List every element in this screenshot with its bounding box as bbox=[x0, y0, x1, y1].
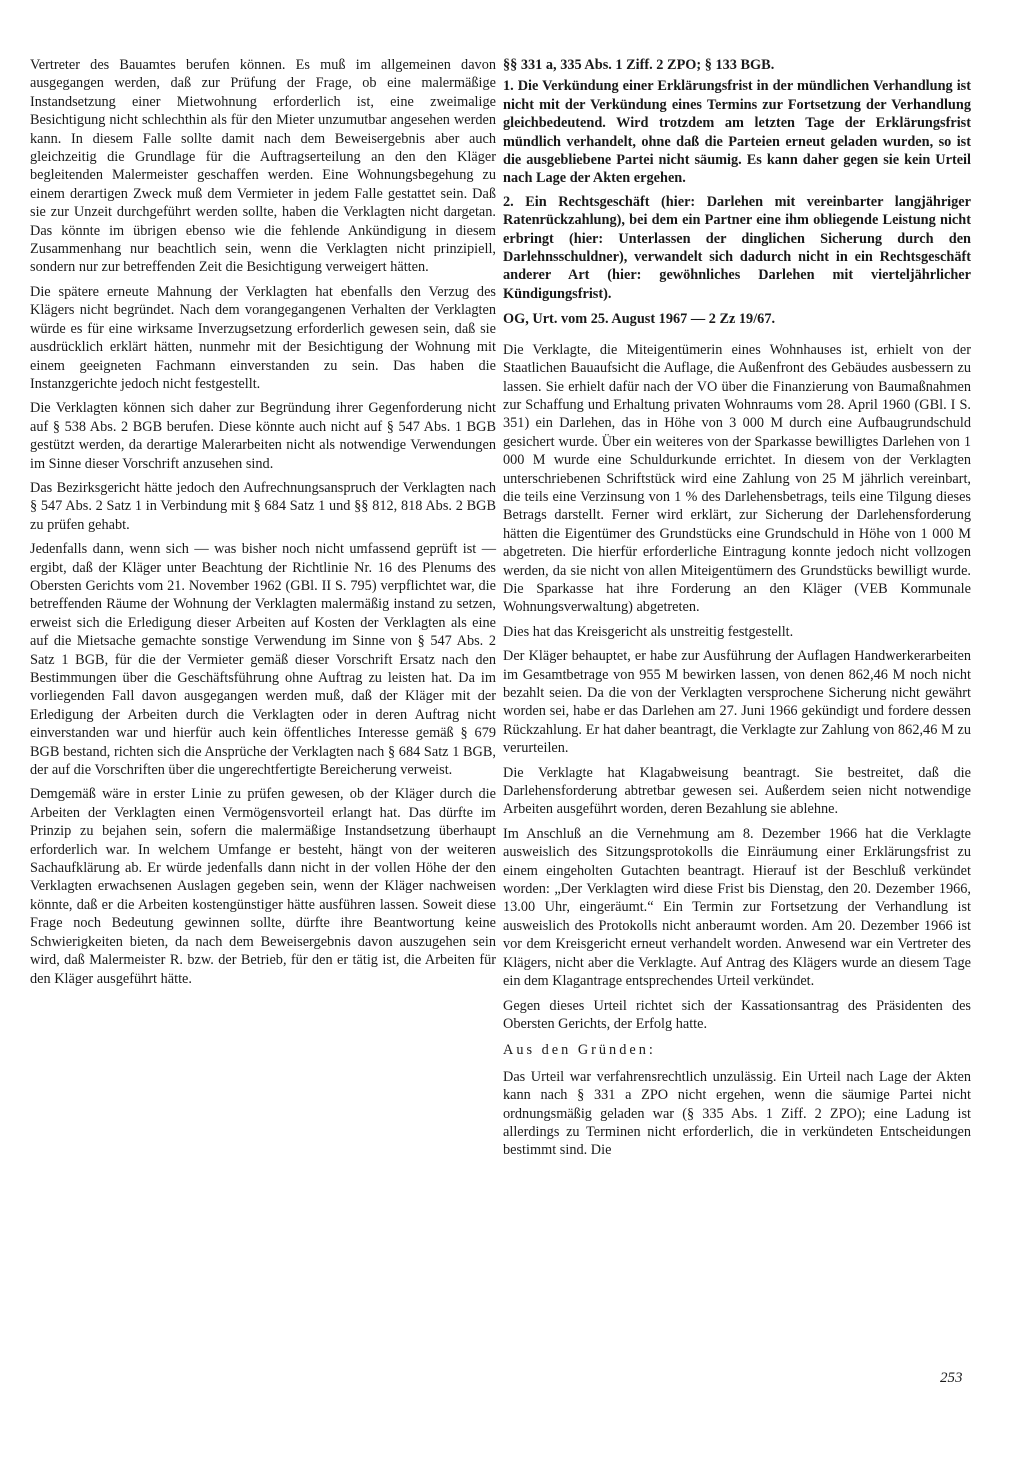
body-paragraph: Das Urteil war verfahrensrechtlich unzulässig. Ein Urteil nach Lage der Akten kann nach § 331 a ZPO nicht ergehen, wenn die säumige Partei nicht ordnungsmäßig geladen war (§ 335 Abs. 1 Ziff. 2 ZPO); eine Ladung ist allerdings zu Terminen nicht erforderlich, die in verkündeten Entscheidungen bestimmt sind. Die bbox=[503, 1068, 971, 1159]
body-paragraph: Im Anschluß an die Vernehmung am 8. Dezember 1966 hat die Verklagte ausweislich des Sitzungsprotokolls die Einräumung einer Erklärungsfrist zu einem eingeholten Gutachten beantragt. Hierauf ist der Beschluß verkündet worden: „Der Verklagten wird diese Frist bis Dienstag, den 20. Dezember 1966, 13.00 Uhr, eingeräumt.“ Ein Termin zur Fortsetzung der Verhandlung ist ausweislich des Protokolls nicht anberaumt worden. Am 20. Dezember 1966 ist vor dem Kreisgericht erneut verhandelt worden. Anwesend war ein Vertreter des Klägers, nicht aber die Verklagte. Auf Antrag des Klägers wurde an diesem Tage ein dem Klagantrage entsprechendes Urteil verkündet. bbox=[503, 825, 971, 990]
body-paragraph: Der Kläger behauptet, er habe zur Ausführung der Auflagen Handwerkerarbeiten im Gesamtbetrage von 955 M bewirken lassen, von denen 862,46 M noch nicht bezahlt seien. Da die von der Verklagten versprochene Sicherung nicht gewährt worden sei, habe er das Darlehen am 27. Juni 1966 gekündigt und fordere dessen Rückzahlung. Er hat daher beantragt, die Verklagte zur Zahlung von 862,46 M zu verurteilen. bbox=[503, 648, 971, 757]
body-paragraph: Dies hat das Kreisgericht als unstreitig festgestellt. bbox=[503, 623, 794, 640]
body-paragraph: Vertreter des Bauamtes berufen können. Es muß im allgemeinen davon ausgegangen werden, daß zur Prüfung der Frage, ob eine malermäßige Instandsetzung einer Mietwohnung erforderlich ist, eine zweimalige Besichtigung nicht schlechthin als für den Mieter unzumutbar angesehen werden kann. In diesem Falle sollte damit nach dem Beweisergebnis aber auch gleichzeitig die Grundlage für die Auftragserteilung an den den Kläger begleitenden Malermeister geschaffen werden. Eine Wohnungsbegehung zu einem derartigen Zweck muß dem Vermieter in jedem Falle gestattet sein. Daß sie zur Unzeit durchgeführt werden sollte, haben die Verklagten nicht dargetan. Das könnte im übrigen ebenso wie die fehlende Ankündigung in diesem Zusammenhang nur beachtlich sein, wenn die Verklagten nicht prinzipiell, sondern nur zur betreffenden Zeit die Besichtigung verweigert hätten. bbox=[30, 57, 496, 276]
headnote: 1. Die Verkündung einer Erklärungsfrist in der mündlichen Verhandlung ist nicht mit der Verkündung eines Termins zur Fortsetzung der Verhandlung gleichbedeutend. Wird trotzdem am letzten Tage der Erklärungsfrist mündlich verhandelt, ohne daß die Parteien erneut geladen wurden, so ist die ausgebliebene Partei nicht säumig. Es kann daher gegen sie kein Urteil nach Lage der Akten ergehen. bbox=[503, 78, 971, 187]
page-number: 253 bbox=[940, 1370, 963, 1386]
right-column bbox=[503, 56, 971, 1166]
headnotes bbox=[503, 77, 971, 303]
body-paragraph: Die spätere erneute Mahnung der Verklagten hat ebenfalls den Verzug des Klägers nicht begründet. Nach dem vorangegangenen Verhalten der Verklagten würde es für eine wirksame Inverzugsetzung erforderlich gewesen sein, daß sie ausdrücklich erklärt hätten, nunmehr mit der Besichtigung der Wohnung mit einem geeigneten Fachmann einverstanden zu sein. Das haben die Instanzgerichte jedoch nicht festgestellt. bbox=[30, 283, 496, 392]
body-paragraph: Die Verklagten können sich daher zur Begründung ihrer Gegenforderung nicht auf § 538 Abs. 2 BGB berufen. Diese könnte auch nicht auf § 547 Abs. 1 BGB gestützt werden, da derartige Malerarbeiten nicht als notwendige Verwendungen im Sinne dieser Vorschrift anzusehen sind. bbox=[30, 400, 496, 472]
statute-heading: §§ 331 a, 335 Abs. 1 Ziff. 2 ZPO; § 133 BGB. bbox=[503, 57, 775, 73]
body-paragraph: Jedenfalls dann, wenn sich — was bisher noch nicht umfassend geprüft ist — ergibt, daß der Kläger unter Beachtung der Richtlinie Nr. 16 des Plenums des Obersten Gerichts vom 21. November 1962 (GBl. II S. 795) verpflichtet war, die betreffenden Räume der Wohnung der Verklagten malermäßig instand zu setzen, erweist sich die Erledigung dieser Arbeiten auf Kosten der Verklagten als eine auf die Mietsache gemachte sonstige Verwendung im Sinne von § 547 Abs. 2 Satz 1 BGB, für die der Vermieter gemäß dieser Vorschrift Ersatz nach den Bestimmungen über die Geschäftsführung ohne Auftrag zu leisten hat. Da im vorliegenden Fall davon ausgegangen werden muß, daß der Kläger mit der Erledigung der Arbeiten durch die Verklagten oder in deren Auftrag nicht einverstanden war und hierfür auch kein öffentliches Interesse gemäß § 679 BGB bestand, richten sich die Ansprüche der Verklagten nach § 684 Satz 1 BGB, der auf die Vorschriften über die ungerechtfertigte Bereicherung verweist. bbox=[30, 541, 496, 779]
headnote: 2. Ein Rechtsgeschäft (hier: Darlehen mit vereinbarter langjähriger Ratenrückzahlung), bei dem ein Partner eine ihm obliegende Leistung nicht erbringt (hier: Unterlassen der dinglichen Sicherung durch den Darlehnsschuldner), verwandelt sich dadurch nicht in ein Rechtsgeschäft anderer Art (hier: gewöhnliches Darlehen mit vierteljährlicher Kündigungsfrist). bbox=[503, 193, 971, 302]
body-paragraph: Demgemäß wäre in erster Linie zu prüfen gewesen, ob der Kläger durch die Arbeiten der Verklagten einen Vermögensvorteil erlangt hat. Das dürfte im Prinzip zu bejahen sein, sofern die malermäßige Instandsetzung überhaupt erforderlich war. In welchem Umfange er besteht, hängt von der weiteren Sachaufklärung ab. Er würde jedenfalls dann nicht in der vollen Höhe der den Verklagten erwachsenen Auslagen gegeben sein, wenn der Kläger nachweisen könnte, daß er die Arbeiten kostengünstiger hätte ausführen lassen. Soweit diese Frage noch Bedeutung gewinnen sollte, dürfte ihre Beantwortung keine Schwierigkeiten bieten, da nach dem Beweisergebnis davon auszugehen sein wird, daß Malermeister R. bzw. der Betrieb, für den er tätig ist, die Arbeiten für den Kläger ausgeführt hätte. bbox=[30, 786, 496, 987]
case-citation: OG, Urt. vom 25. August 1967 — 2 Zz 19/67. bbox=[503, 311, 776, 328]
left-column bbox=[30, 56, 496, 994]
body-paragraph: Das Bezirksgericht hätte jedoch den Aufrechnungsanspruch der Verklagten nach § 547 Abs. 2 Satz 1 in Verbindung mit § 684 Satz 1 und §§ 812, 818 Abs. 2 BGB zu prüfen gehabt. bbox=[30, 479, 496, 533]
reasons-heading: Aus den Gründen: bbox=[503, 1042, 656, 1059]
body-paragraph: Die Verklagte hat Klagabweisung beantragt. Sie bestreitet, daß die Darlehensforderung abtretbar gewesen sei. Außerdem seien nicht notwendige Arbeiten ausgeführt worden, deren Bezahlung sie ablehne. bbox=[503, 764, 971, 818]
body-paragraph: Die Verklagte, die Miteigentümerin eines Wohnhauses ist, erhielt von der Staatlichen Bauaufsicht die Auflage, die Außenfront des Gebäudes ausbessern zu lassen. Sie erhielt dafür nach der VO über die Finanzierung von Baumaßnahmen zur Schaffung und Erhaltung privaten Wohnraums vom 28. April 1960 (GBl. I S. 351) ein Darlehen, das in Höhe von 3 000 M durch eine Aufbaugrundschuld gesichert wurde. Über ein weiteres von der Sparkasse bewilligtes Darlehen von 1 000 M wurde eine Schuldurkunde errichtet. In diesem von der Verklagten unterschriebenen Schriftstück wird eine Zahlung von 25 M jährlich vereinbart, die teils eine Verzinsung von 1 % des Darlehensbetrags, teils eine Tilgung dieses Betrags darstellt. Ferner wird erklärt, zur Sicherung der Darlehensforderung hätten die Eigentümer des Grundstücks eine Grundschuld in Höhe von 1 000 M abgetreten. Die hierfür erforderliche Eintragung konnte jedoch nicht vollzogen werden, da sie nicht von allen Miteigentümern des Grundstücks bewilligt wurde. Die Sparkasse hat ihre Forderung an den Kläger (VEB Kommunale Wohnungsverwaltung) abgetreten. bbox=[503, 341, 971, 616]
body-paragraph: Gegen dieses Urteil richtet sich der Kassationsantrag des Präsidenten des Obersten Gerichts, der Erfolg hatte. bbox=[503, 997, 971, 1032]
